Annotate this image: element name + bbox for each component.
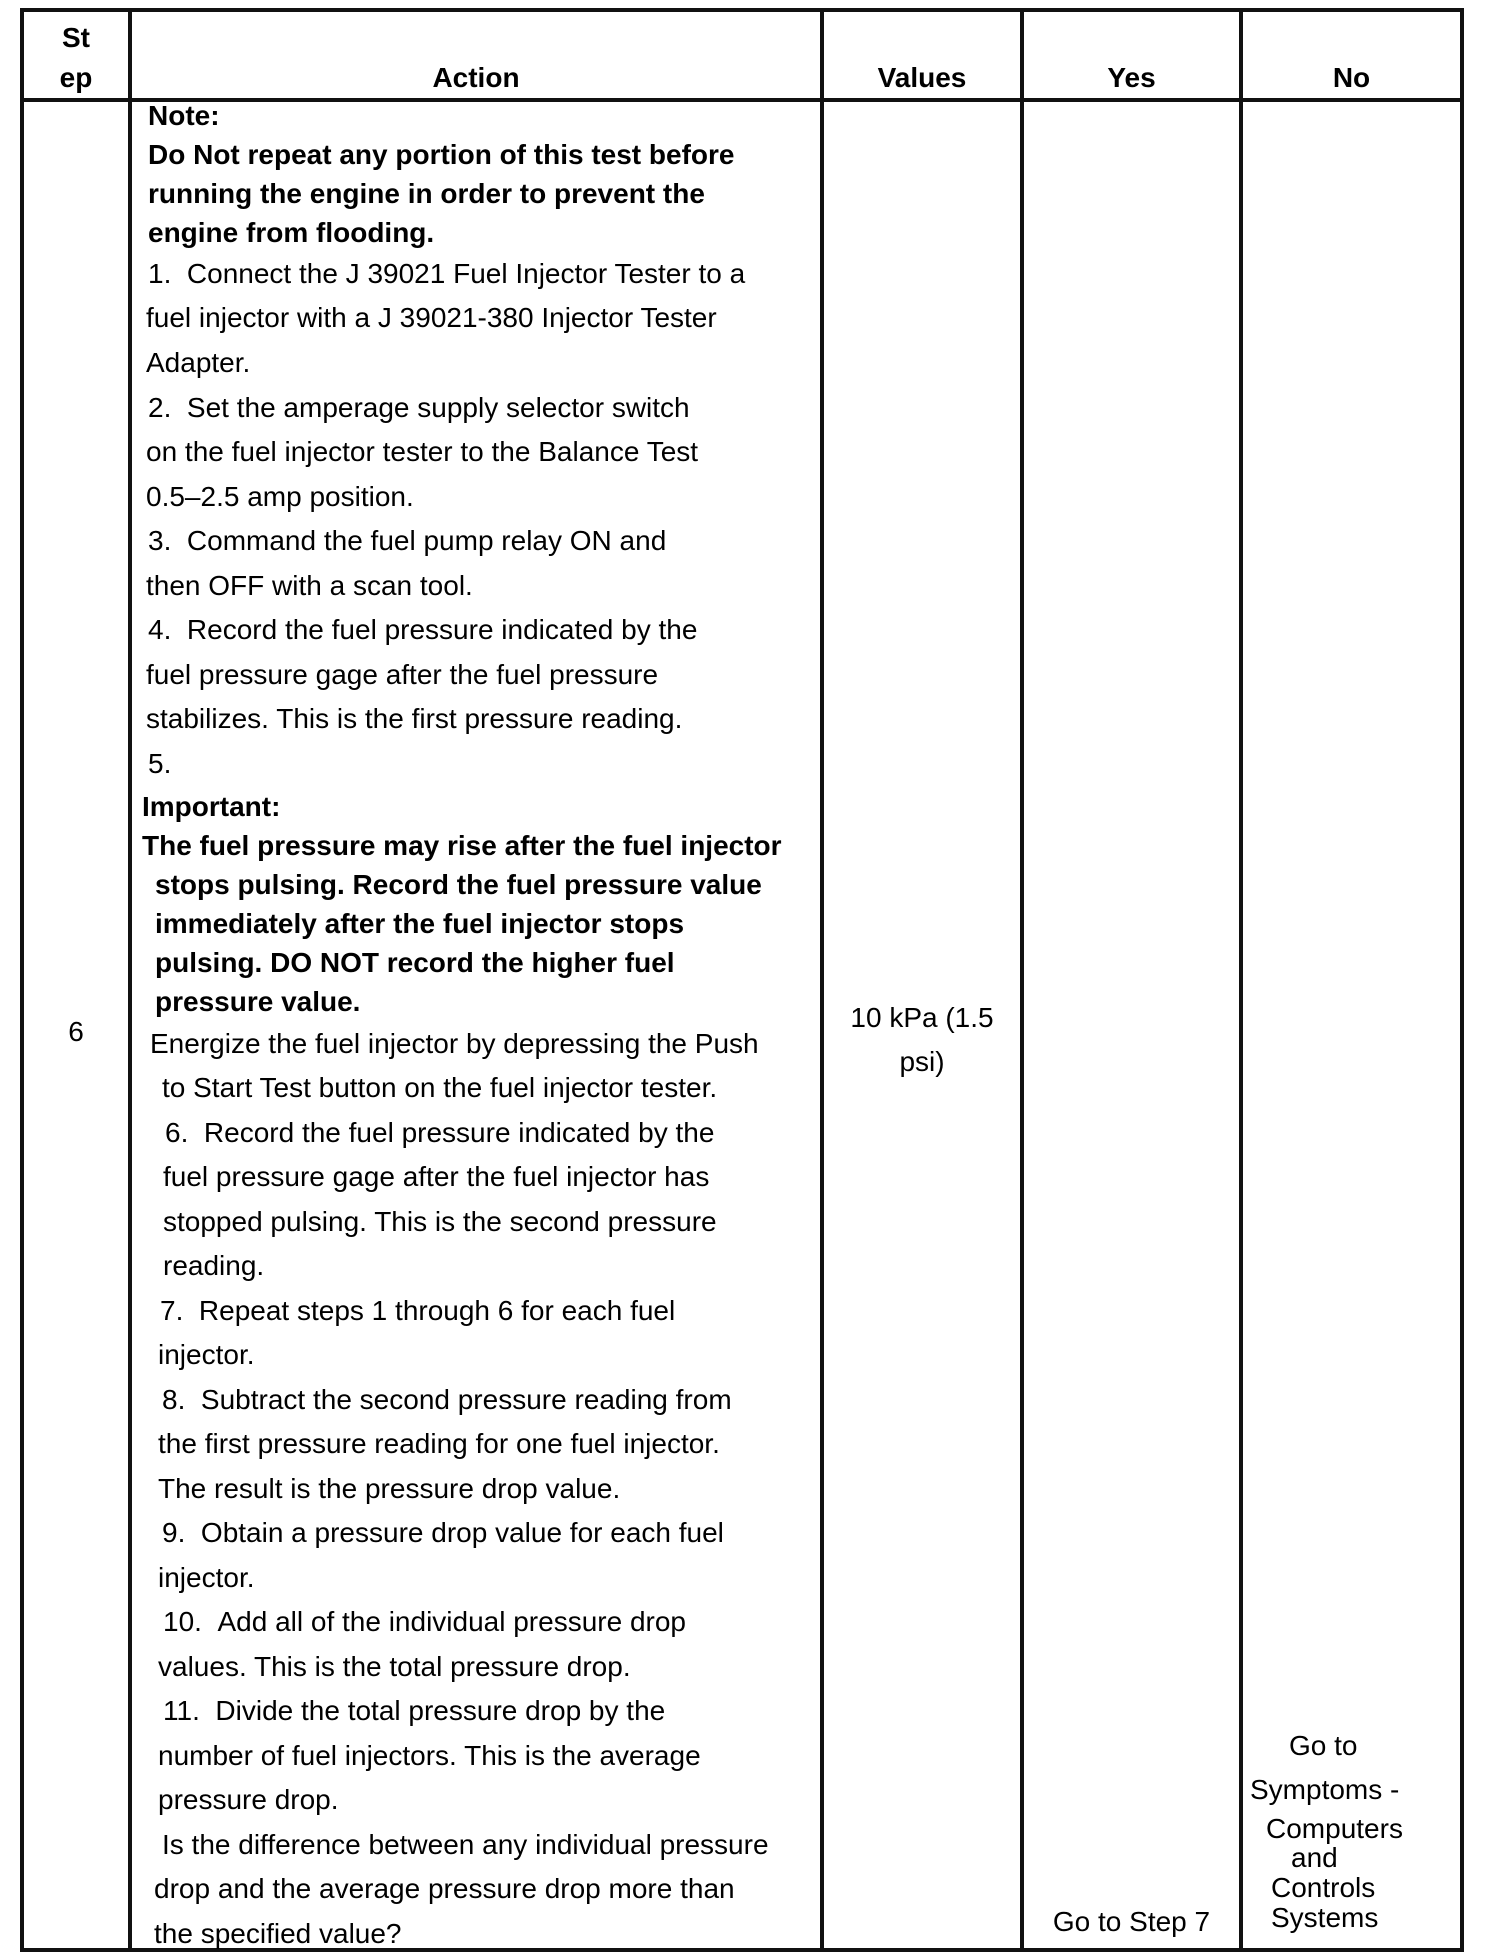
important-label: Important: (142, 791, 281, 822)
action-line: fuel pressure gage after the fuel injector has (163, 1161, 710, 1192)
no-goto-line: Computers (1266, 1813, 1403, 1844)
action-line: to Start Test button on the fuel injector tester. (162, 1072, 718, 1103)
action-line: stabilizes. This is the first pressure reading. (146, 703, 683, 734)
header-step-line1: St (62, 22, 90, 53)
note-label: Note: (148, 100, 220, 131)
no-goto-line: Controls (1271, 1872, 1376, 1903)
table-top-border (20, 8, 1464, 12)
action-line: Energize the fuel injector by depressing the Push (150, 1028, 759, 1059)
action-line: 6. Record the fuel pressure indicated by the (165, 1117, 715, 1148)
important-text: The fuel pressure may rise after the fuel injector (142, 830, 782, 861)
action-line: then OFF with a scan tool. (146, 570, 473, 601)
action-line: fuel injector with a J 39021-380 Injector Tester (146, 302, 717, 333)
action-line: pressure drop. (158, 1784, 339, 1815)
header-bottom-border (20, 98, 1464, 102)
action-line: 11. Divide the total pressure drop by the (163, 1695, 666, 1726)
question-line: Is the difference between any individual pressure (162, 1829, 769, 1860)
column-divider-step-action (128, 8, 132, 1952)
header-no: No (1332, 62, 1371, 93)
action-line: 7. Repeat steps 1 through 6 for each fuel (160, 1295, 676, 1326)
no-goto-line: Symptoms - (1250, 1774, 1400, 1805)
important-text: pressure value. (155, 986, 361, 1017)
action-line: the first pressure reading for one fuel injector. (158, 1428, 720, 1459)
important-text: immediately after the fuel injector stops (155, 908, 685, 939)
action-line: 1. Connect the J 39021 Fuel Injector Tester to a (148, 258, 746, 289)
action-line: values. This is the total pressure drop. (158, 1651, 631, 1682)
important-text: pulsing. DO NOT record the higher fuel (155, 947, 675, 978)
important-text: stops pulsing. Record the fuel pressure value (155, 869, 762, 900)
header-yes: Yes (1107, 62, 1156, 93)
action-line: 10. Add all of the individual pressure drop (163, 1606, 686, 1637)
action-line: 4. Record the fuel pressure indicated by the (148, 614, 698, 645)
action-line: on the fuel injector tester to the Balance Test (146, 436, 699, 467)
note-text: running the engine in order to prevent the (148, 178, 705, 209)
action-line: 9. Obtain a pressure drop value for each fuel (162, 1517, 724, 1548)
action-line: Adapter. (146, 347, 251, 378)
header-action: Action (432, 62, 520, 93)
action-line: 3. Command the fuel pump relay ON and (148, 525, 667, 556)
question-line: drop and the average pressure drop more than (154, 1873, 735, 1904)
action-line: 5. (148, 748, 172, 779)
step-number: 6 (68, 1016, 84, 1047)
question-line: the specified value? (154, 1918, 402, 1949)
action-line: The result is the pressure drop value. (158, 1473, 621, 1504)
column-divider-yes-no (1239, 8, 1243, 1952)
action-line: reading. (163, 1250, 265, 1281)
no-goto-line: Go to (1289, 1730, 1358, 1761)
column-divider-action-values (820, 8, 824, 1952)
table-right-border (1460, 8, 1464, 1952)
table-left-border (20, 8, 24, 1952)
action-line: stopped pulsing. This is the second pressure (163, 1206, 717, 1237)
action-line: 8. Subtract the second pressure reading from (162, 1384, 732, 1415)
action-line: number of fuel injectors. This is the average (158, 1740, 701, 1771)
action-line: 0.5–2.5 amp position. (146, 481, 414, 512)
no-goto-line: Systems (1271, 1902, 1379, 1933)
header-values: Values (877, 62, 967, 93)
spec-value-line2: psi) (899, 1046, 945, 1077)
action-line: injector. (158, 1562, 255, 1593)
action-line: injector. (158, 1339, 255, 1370)
no-goto-line: and (1291, 1842, 1338, 1873)
note-text: Do Not repeat any portion of this test before (148, 139, 735, 170)
yes-goto-step: Go to Step 7 (1052, 1906, 1211, 1937)
column-divider-values-yes (1020, 8, 1024, 1952)
action-line: 2. Set the amperage supply selector switch (148, 392, 690, 423)
action-line: fuel pressure gage after the fuel pressure (146, 659, 659, 690)
spec-value-line1: 10 kPa (1.5 (850, 1002, 994, 1033)
header-step-line2: ep (59, 62, 93, 93)
note-text: engine from flooding. (148, 217, 435, 248)
